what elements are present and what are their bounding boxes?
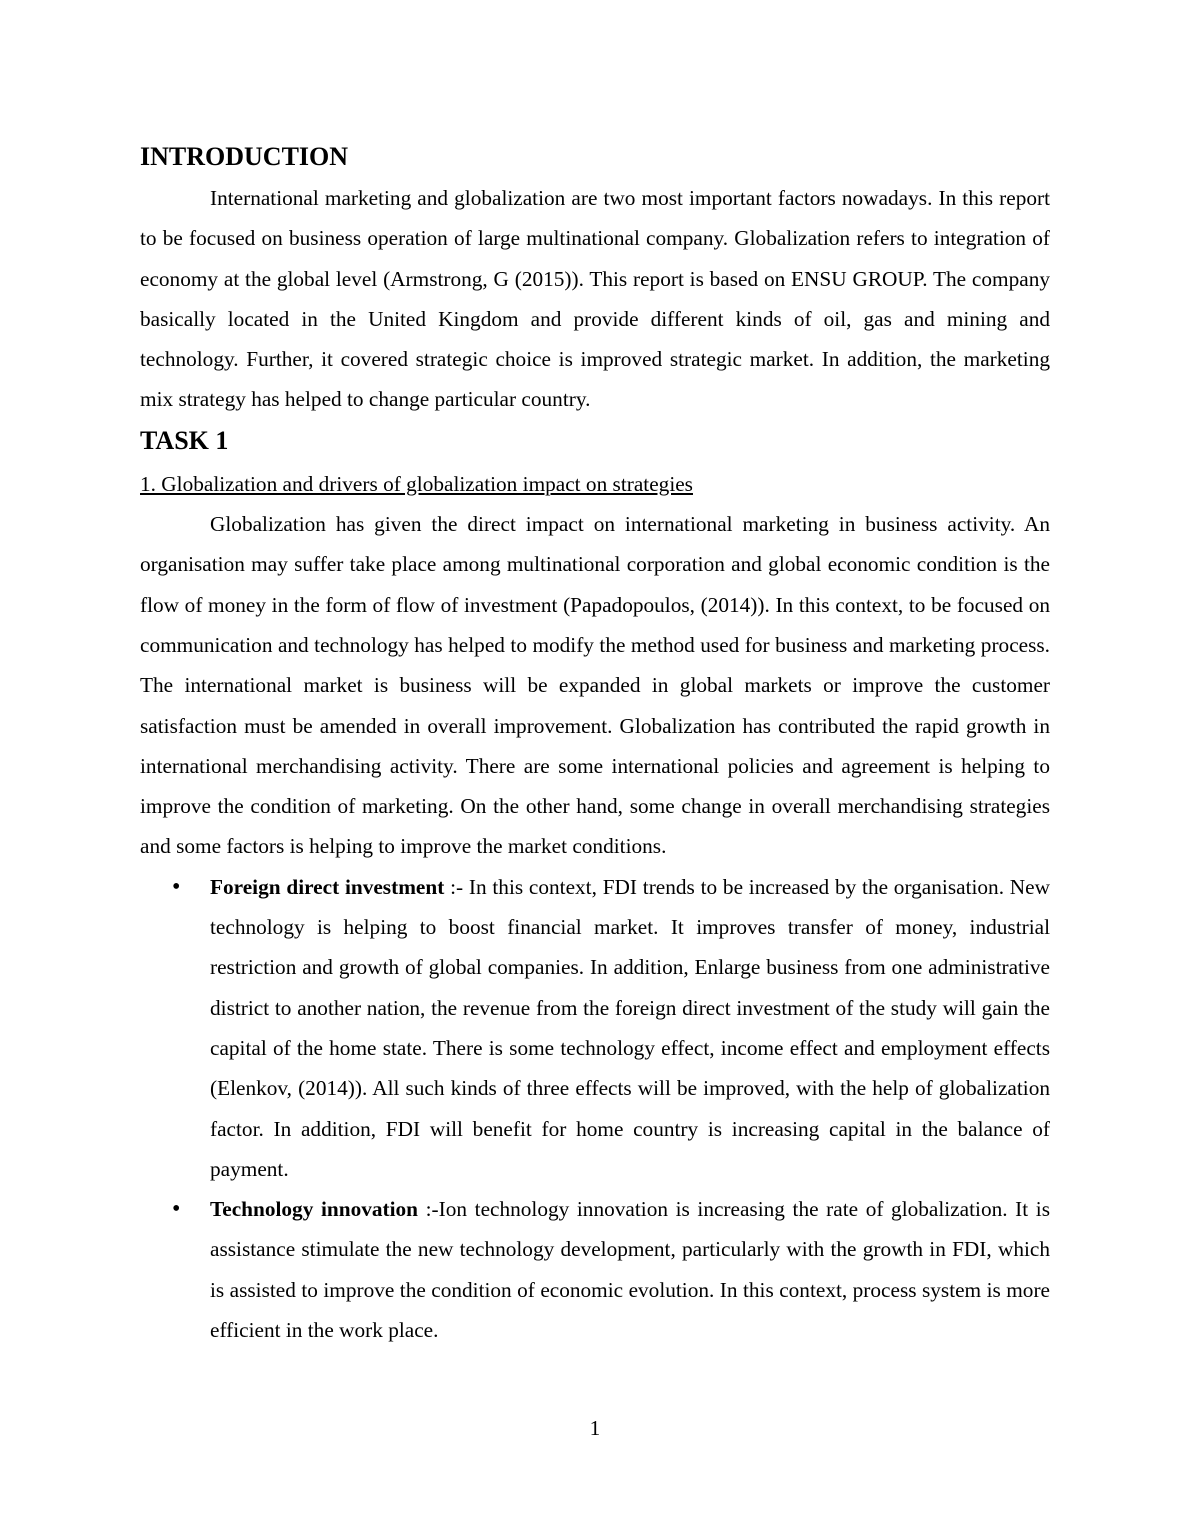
list-item-text: :- In this context, FDI trends to be increased by the organisation. New technology is helping to boost financial market. It improves transfer of money, industrial restriction and growth of global companies. In addition, Enlarge business from one administrative district to another nation, the revenue from the foreign direct investment of the study will gain the capital of the home state. There is some technology effect, income effect and employment effects (Elenkov, (2014)). All such kinds of three effects will be improved, with the help of globalization factor. In addition, FDI will benefit for home country is increasing capital in the balance of payment. [210, 874, 1051, 1181]
document-page [140, 140, 1050, 1350]
list-item-term: Technology innovation [210, 1197, 419, 1222]
bullet-icon: • [172, 1196, 181, 1223]
list-item-technology [140, 1189, 1050, 1350]
list-item-term: Foreign direct investment [210, 874, 445, 899]
bullet-icon: • [172, 873, 181, 900]
drivers-list [140, 867, 1050, 1351]
introduction-heading: INTRODUCTION [140, 142, 349, 171]
task1-heading: TASK 1 [140, 425, 229, 455]
list-item-text: :-Ion technology innovation is increasing the rate of globalization. It is assistance stimulate the new technology development, particularly with the growth in FDI, which is assisted to improve the condition of economic evolution. In this context, process system is more efficient in the work place. [210, 1197, 1051, 1343]
section-title-globalization: 1. Globalization and drivers of globalization impact on strategies [140, 471, 693, 496]
page-number: 1 [589, 1416, 601, 1440]
list-item-fdi [140, 867, 1050, 1189]
introduction-paragraph: International marketing and globalization are two most important factors nowadays. In this report to be focused on business operation of large multinational company. Globalization refers to integration of economy at the global level (Armstrong, G (2015)). This report is based on ENSU GROUP. The company basically located in the United Kingdom and provide different kinds of oil, gas and mining and technology. Further, it covered strategic choice is improved strategic market. In addition, the marketing mix strategy has helped to change particular country. [140, 186, 1050, 412]
globalization-paragraph: Globalization has given the direct impact on international marketing in business activity. An organisation may suffer take place among multinational corporation and global economic condition is the flow of money in the form of flow of investment (Papadopoulos, (2014)). In this context, to be focused on communication and technology has helped to modify the method used for business and marketing process. The international market is business will be expanded in global markets or improve the customer satisfaction must be amended in overall improvement. Globalization has contributed the rapid growth in international merchandising activity. There are some international policies and agreement is helping to improve the condition of marketing. On the other hand, some change in overall merchandising strategies and some factors is helping to improve the market conditions. [140, 512, 1050, 859]
